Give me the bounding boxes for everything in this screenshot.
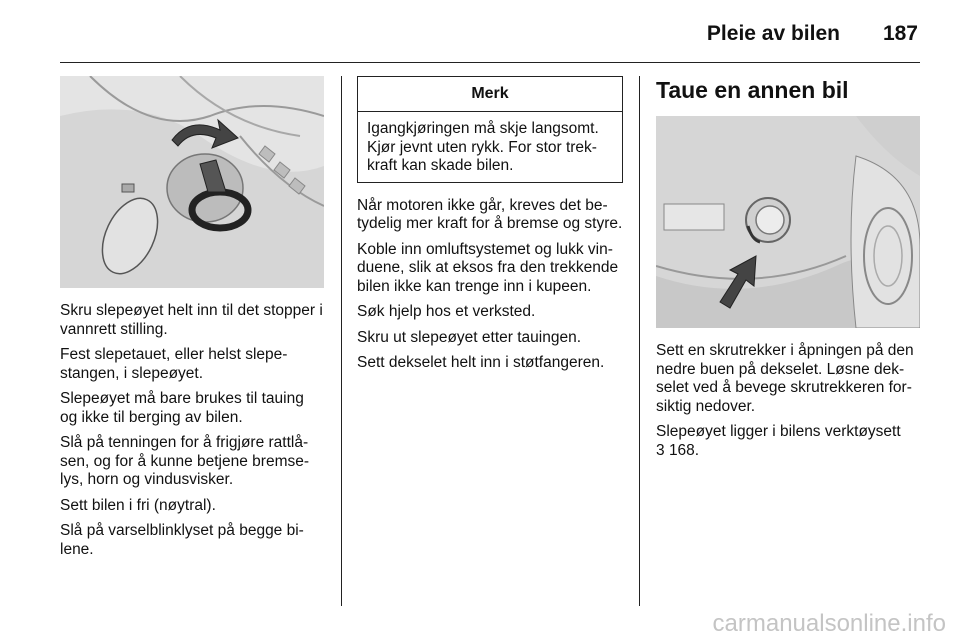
column-divider bbox=[341, 76, 342, 606]
tow-eye-drawing bbox=[60, 76, 324, 288]
page-number: 187 bbox=[882, 22, 918, 45]
bumper-drawing bbox=[656, 116, 920, 328]
paragraph: Søk hjelp hos et verksted. bbox=[357, 303, 536, 320]
paragraph: Fest slepetauet, eller helst slepe-stangen, i slepeøyet. bbox=[60, 346, 288, 382]
section-heading: Taue en annen bil bbox=[656, 77, 849, 103]
paragraph: Slå på varselblinklyset på begge bi-lene. bbox=[60, 522, 304, 558]
watermark: carmanualsonline.info bbox=[712, 610, 946, 637]
column-divider bbox=[639, 76, 640, 606]
note-title: Merk bbox=[358, 77, 622, 112]
paragraph: Sett bilen i fri (nøytral). bbox=[60, 496, 216, 514]
page-reference-link[interactable]: 168. bbox=[668, 441, 700, 459]
page-section-title: Pleie av bilen bbox=[706, 22, 840, 45]
note-text: Igangkjøringen må skje langsomt. Kjør jevnt uten rykk. For stor trek-kraft kan skade bilen. bbox=[367, 120, 599, 174]
page-header bbox=[60, 14, 920, 63]
note-box bbox=[357, 76, 623, 183]
bumper-cover-illustration bbox=[656, 116, 920, 328]
reference-symbol: 3 bbox=[656, 441, 665, 459]
paragraph: Sett en skrutrekker i åpningen på den nedre buen på dekselet. Løsne dek-selet ved å bevege skrutrekkeren for-siktig nedover. bbox=[656, 342, 914, 415]
tow-eye-illustration bbox=[60, 76, 324, 288]
paragraph bbox=[656, 423, 920, 460]
paragraph: Koble inn omluftsystemet og lukk vin-duene, slik at eksos fra den trekkende bilen ikke kan trenge inn i kupeen. bbox=[357, 240, 619, 295]
paragraph: Slepeøyet må bare brukes til tauing og ikke til berging av bilen. bbox=[60, 390, 304, 426]
left-column bbox=[60, 76, 324, 566]
paragraph-text: Slepeøyet ligger i bilens verktøysett bbox=[656, 423, 901, 440]
paragraph: Slå på tenningen for å frigjøre rattlå-sen, og for å kunne betjene bremse-lys, horn og vindusvisker. bbox=[60, 434, 310, 488]
paragraph: Skru slepeøyet helt inn til det stopper i vannrett stilling. bbox=[60, 302, 323, 338]
right-column bbox=[656, 76, 920, 467]
paragraph: Når motoren ikke går, kreves det be-tydelig mer kraft for å bremse og styre. bbox=[357, 196, 623, 232]
paragraph: Skru ut slepeøyet etter tauingen. bbox=[357, 328, 582, 346]
middle-column bbox=[357, 76, 623, 380]
paragraph: Sett dekselet helt inn i støtfangeren. bbox=[357, 354, 605, 371]
